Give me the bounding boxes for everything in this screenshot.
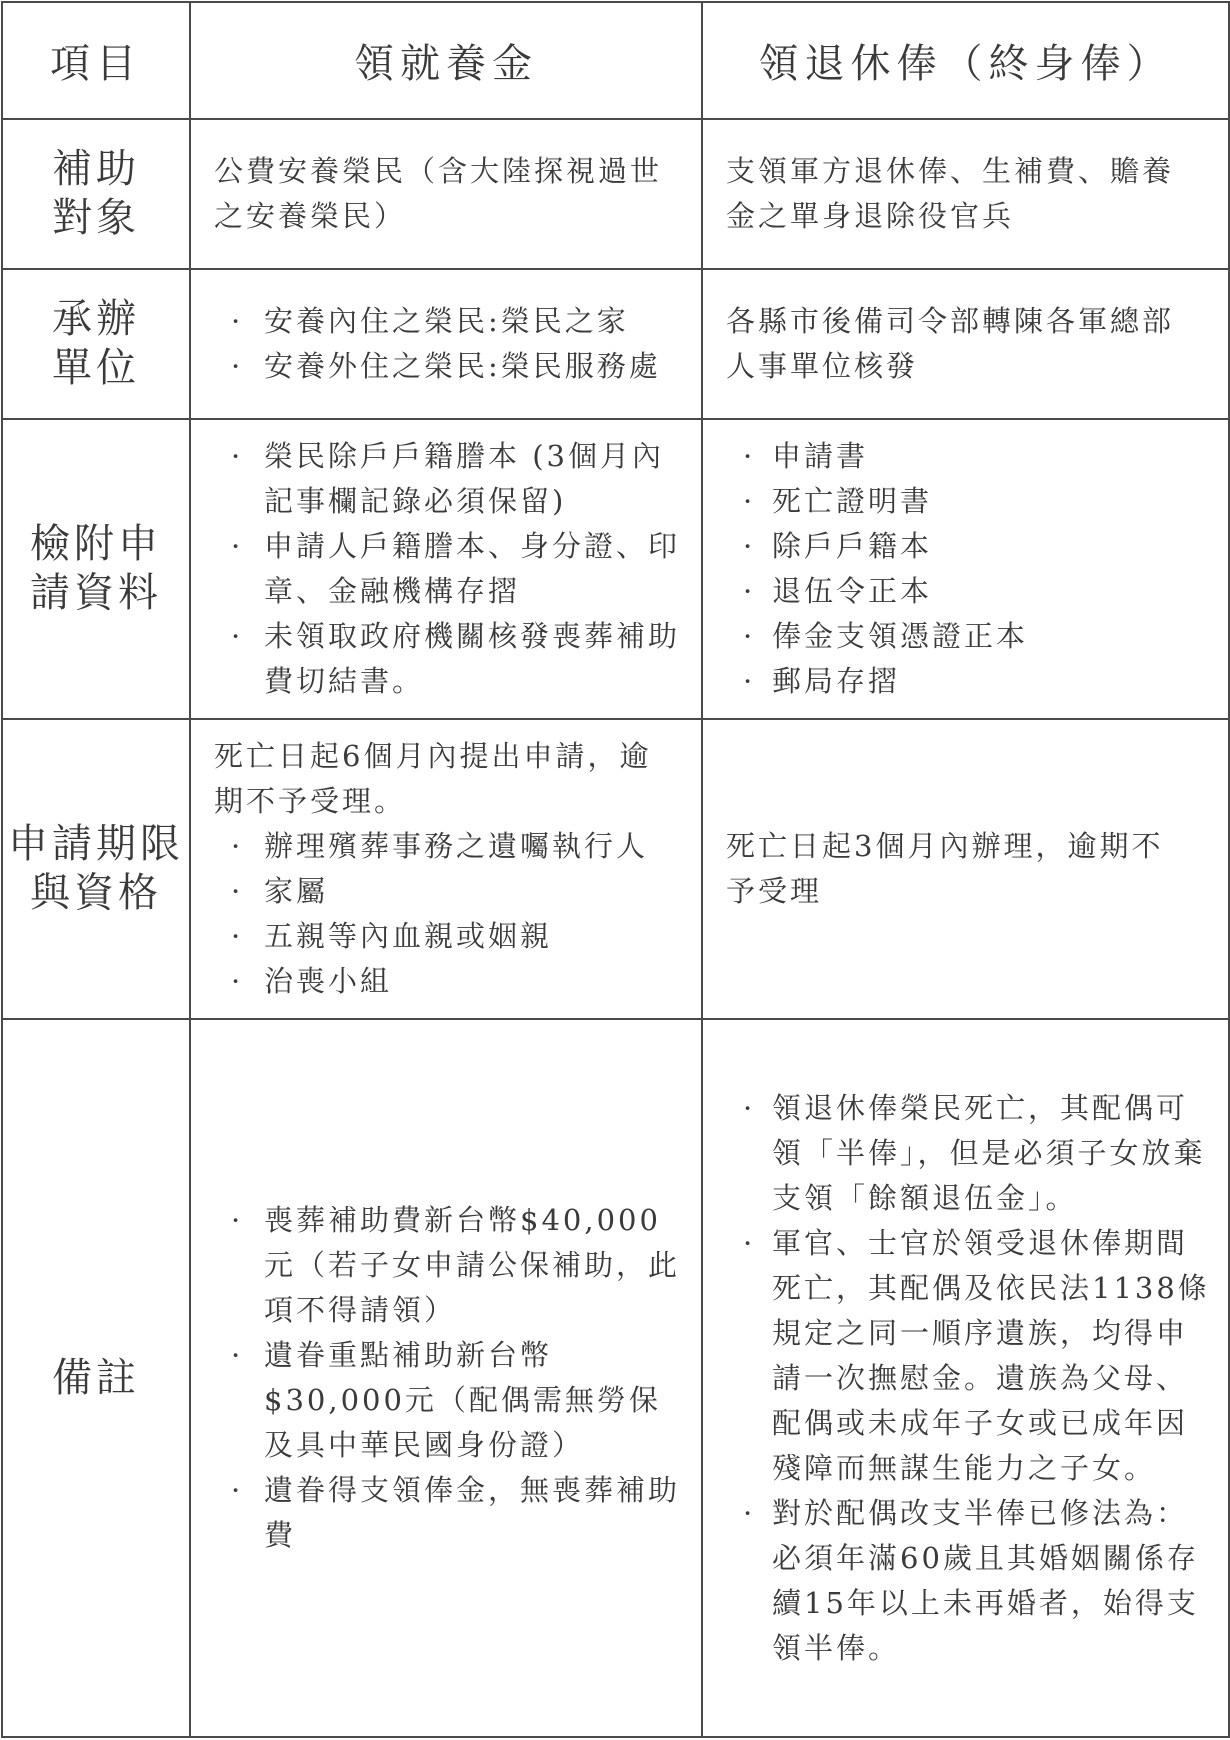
list-item (191, 824, 687, 869)
cell-text-line: 各縣市後備司令部轉陳各軍總部 (726, 304, 1175, 338)
row-head (2, 1019, 190, 1737)
list-item-text: 領退休俸榮民死亡，其配偶可領「半俸」，但是必須子女放棄支領「餘額退伍金」。 (772, 1090, 1206, 1215)
header-item: 項目 (2, 2, 190, 119)
bullet-icon: · (231, 304, 244, 338)
row-remarks (2, 1019, 1229, 1737)
list-item (703, 1491, 1214, 1671)
bullet-icon: · (231, 529, 244, 563)
row-head (2, 419, 190, 719)
header-retirement: 領退休俸（終身俸） (702, 2, 1229, 119)
cell-text-line: 支領軍方退休俸、生補費、贍養 (726, 154, 1175, 188)
list-item (703, 569, 1214, 614)
list-item-text: 未領取政府機關核發喪葬補助費切結書。 (264, 619, 681, 698)
list-item-text: 死亡證明書 (772, 484, 933, 518)
row-subsidy-target (2, 119, 1229, 269)
bullet-icon: · (231, 1473, 244, 1507)
list-item-text: 喪葬補助費新台幣$40,000元（若子女申請公保補助，此項不得請領） (264, 1203, 681, 1327)
list-item-text: 俸金支領憑證正本 (772, 619, 1029, 653)
list-item (191, 344, 687, 389)
list-item-text: 安養內住之榮民:榮民之家 (264, 304, 629, 338)
list-item (191, 959, 687, 1004)
row-head (2, 119, 190, 269)
row-head (2, 269, 190, 419)
bullet-icon: · (231, 619, 244, 653)
bullet-icon: · (743, 529, 756, 563)
row-head-line: 申請期限 (8, 821, 184, 867)
list-item (703, 1086, 1214, 1221)
cell-right (702, 719, 1229, 1019)
list-item-text: 除戶戶籍本 (772, 529, 933, 563)
list-item-text: 安養外住之榮民:榮民服務處 (264, 349, 661, 383)
cell-left (190, 119, 702, 269)
list-item-text: 家屬 (264, 874, 329, 908)
cell-left (190, 1019, 702, 1737)
cell-text-line: 人事單位核發 (726, 349, 919, 383)
bullet-icon: · (743, 1495, 756, 1530)
list-item-text: 郵局存摺 (772, 664, 901, 698)
list-item-text: 遺眷重點補助新台幣$30,000元（配偶需無勞保及具中華民國身份證） (264, 1338, 661, 1462)
cell-text-line: 死亡日起6個月內提出申請，逾 (214, 739, 652, 773)
row-head-line: 檢附申 (30, 521, 162, 567)
list-item (191, 524, 687, 614)
bullet-icon: · (231, 1338, 244, 1372)
list-item-text: 對於配偶改支半俸已修法為：必須年滿60歲且其婚姻關係存續15年以上未再婚者，始得支領半俸。 (772, 1495, 1199, 1665)
header-row (2, 2, 1229, 119)
row-head-line: 補助 (52, 146, 140, 192)
comparison-table (1, 1, 1230, 1738)
row-head-line: 備註 (52, 1354, 140, 1401)
bullet-icon: · (231, 964, 244, 998)
cell-left (190, 419, 702, 719)
cell-text-line: 期不予受理。 (214, 784, 407, 818)
header-jiuyang: 領就養金 (190, 2, 702, 119)
bullet-icon: · (231, 439, 244, 473)
bullet-icon: · (743, 484, 756, 518)
bullet-icon: · (743, 574, 756, 608)
list-item (191, 869, 687, 914)
list-item-text: 退伍令正本 (772, 574, 933, 608)
cell-text-line: 予受理 (726, 874, 823, 908)
bullet-icon: · (231, 349, 244, 383)
list-item (703, 524, 1214, 569)
list-item-text: 軍官、士官於領受退休俸期間死亡，其配偶及依民法1138條規定之同一順序遺族，均得申請一次撫慰金。遺族為父母、配偶或未成年子女或已成年因殘障而無謀生能力之子女。 (772, 1225, 1210, 1485)
list-item (191, 1333, 687, 1468)
bullet-icon: · (743, 1225, 756, 1260)
list-item-text: 榮民除戶戶籍謄本 (3個月內記事欄記錄必須保留) (264, 439, 664, 518)
row-deadline-eligibility (2, 719, 1229, 1019)
row-head-line: 承辦 (52, 296, 140, 342)
list-item-text: 五親等內血親或姻親 (264, 919, 553, 953)
row-application-documents (2, 419, 1229, 719)
list-item-text: 申請人戶籍謄本、身分證、印章、金融機構存摺 (264, 529, 681, 608)
bullet-icon: · (743, 439, 756, 473)
cell-right (702, 1019, 1229, 1737)
list-item (703, 1221, 1214, 1491)
row-head-line: 單位 (52, 345, 140, 391)
list-item (191, 1198, 687, 1333)
list-item-text: 治喪小組 (264, 964, 393, 998)
row-head (2, 719, 190, 1019)
bullet-icon: · (231, 1203, 244, 1237)
cell-text-line: 金之單身退除役官兵 (726, 199, 1015, 233)
cell-right (702, 419, 1229, 719)
cell-right (702, 269, 1229, 419)
cell-right (702, 119, 1229, 269)
list-item (703, 434, 1214, 479)
list-item (191, 299, 687, 344)
list-item (191, 1468, 687, 1558)
cell-left (190, 719, 702, 1019)
bullet-icon: · (743, 1090, 756, 1125)
list-item (191, 914, 687, 959)
cell-text-line: 之安養榮民） (214, 199, 407, 233)
list-item-text: 申請書 (772, 439, 869, 473)
list-item (703, 614, 1214, 659)
cell-left (190, 269, 702, 419)
bullet-icon: · (231, 874, 244, 908)
list-item-text: 遺眷得支領俸金，無喪葬補助費 (264, 1473, 681, 1552)
bullet-icon: · (231, 829, 244, 863)
cell-text-line: 公費安養榮民（含大陸探視過世 (214, 154, 663, 188)
list-item (191, 434, 687, 524)
bullet-icon: · (743, 664, 756, 698)
bullet-icon: · (743, 619, 756, 653)
list-item (703, 659, 1214, 704)
list-item (703, 479, 1214, 524)
bullet-icon: · (231, 919, 244, 953)
row-head-line: 與資格 (30, 870, 162, 916)
list-item (191, 614, 687, 704)
row-head-line: 請資料 (30, 570, 162, 616)
row-handling-unit (2, 269, 1229, 419)
list-item-text: 辦理殯葬事務之遺囑執行人 (264, 829, 649, 863)
cell-text-line: 死亡日起3個月內辦理，逾期不 (726, 829, 1164, 863)
row-head-line: 對象 (52, 195, 140, 241)
